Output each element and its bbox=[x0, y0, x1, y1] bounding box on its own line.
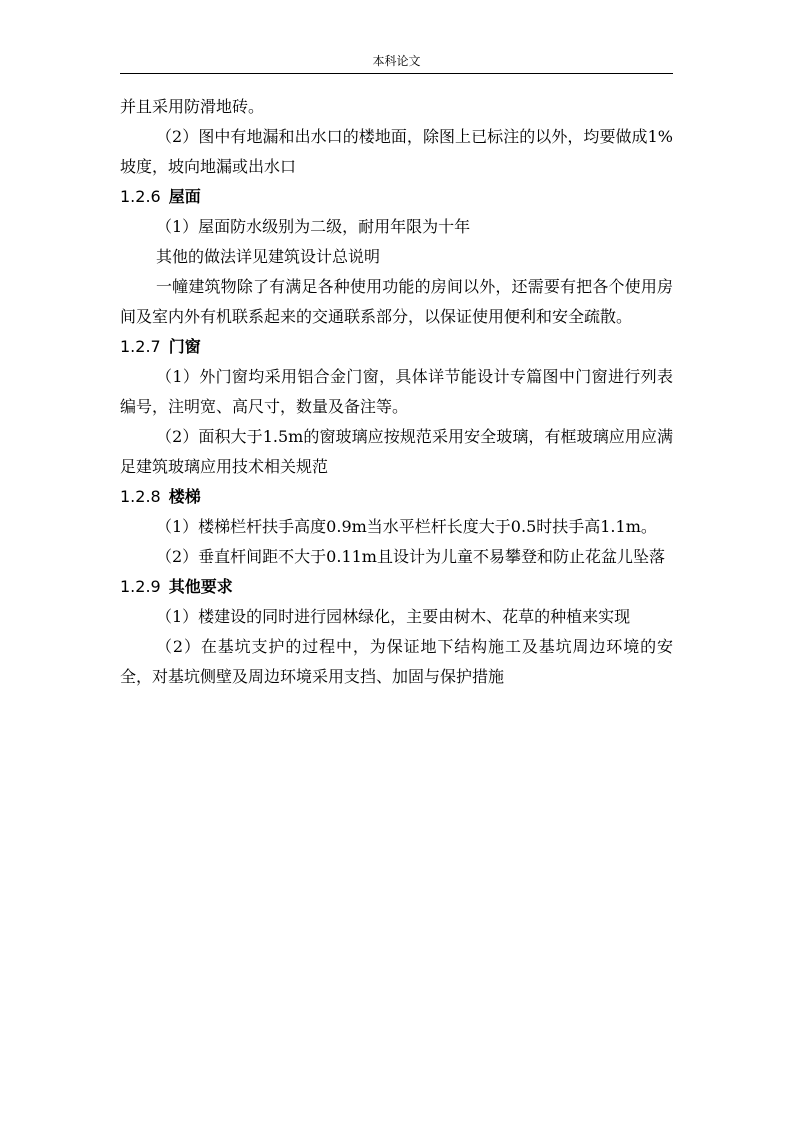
section-number: 1.2.6 bbox=[120, 187, 161, 206]
paragraph: 其他的做法详见建筑设计总说明 bbox=[156, 247, 381, 266]
paragraph: （1）外门窗均采用铝合金门窗，具体详节能设计专篇图中门窗进行列表编号，注明宽、高尺寸，数量及备注等。 bbox=[120, 367, 673, 416]
section-number: 1.2.7 bbox=[120, 337, 161, 356]
paragraph: （1）楼梯栏杆扶手高度0.9m当水平栏杆长度大于0.5时扶手高1.1m。 bbox=[156, 517, 657, 536]
paragraph: （2）在基坑支护的过程中，为保证地下结构施工及基坑周边环境的安全，对基坑侧壁及周边环境采用支挡、加固与保护措施 bbox=[120, 637, 673, 686]
section-number: 1.2.8 bbox=[120, 487, 161, 506]
section-title: 楼梯 bbox=[168, 487, 201, 506]
paragraph: （2）垂直杆间距不大于0.11m且设计为儿童不易攀登和防止花盆儿坠落 bbox=[156, 547, 665, 566]
section-heading-1-2-7 bbox=[120, 332, 673, 362]
paragraph: （1）屋面防水级别为二级，耐用年限为十年 bbox=[156, 217, 471, 236]
section-number: 1.2.9 bbox=[120, 577, 161, 596]
header-title: 本科论文 bbox=[372, 54, 421, 68]
section-heading-1-2-6 bbox=[120, 182, 673, 212]
section-heading-1-2-8 bbox=[120, 482, 673, 512]
document-body bbox=[120, 92, 673, 692]
paragraph: （1）楼建设的同时进行园林绿化，主要由树木、花草的种植来实现 bbox=[156, 607, 631, 626]
paragraph: （2）面积大于1.5m的窗玻璃应按规范采用安全玻璃，有框玻璃应用应满足建筑玻璃应用技术相关规范 bbox=[120, 427, 673, 476]
paragraph: 并且采用防滑地砖。 bbox=[120, 97, 265, 116]
section-title: 其他要求 bbox=[168, 577, 233, 596]
section-heading-1-2-9 bbox=[120, 572, 673, 602]
page-header bbox=[120, 53, 673, 74]
paragraph: （2）图中有地漏和出水口的楼地面，除图上已标注的以外，均要做成1%坡度，坡向地漏或出水口 bbox=[120, 127, 673, 176]
section-title: 屋面 bbox=[168, 187, 201, 206]
paragraph: 一幢建筑物除了有满足各种使用功能的房间以外，还需要有把各个使用房间及室内外有机联系起来的交通联系部分，以保证使用便利和安全疏散。 bbox=[120, 277, 673, 326]
section-title: 门窗 bbox=[168, 337, 201, 356]
